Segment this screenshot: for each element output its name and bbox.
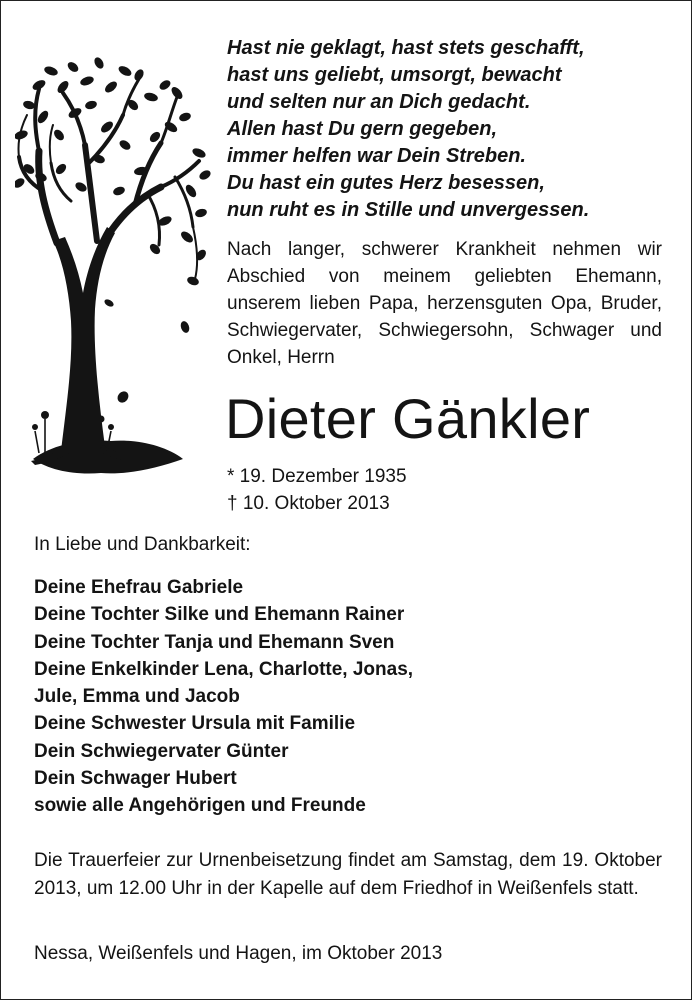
memorial-poem xyxy=(227,35,679,224)
mourner-line: Dein Schwager Hubert xyxy=(34,768,237,790)
tree-illustration xyxy=(15,41,215,491)
life-dates xyxy=(227,463,407,517)
poem-line: hast uns geliebt, umsorgt, bewacht xyxy=(227,64,562,86)
mourner-line: Deine Ehefrau Gabriele xyxy=(34,577,244,598)
mourner-line: Deine Tochter Silke und Ehemann Rainer xyxy=(34,604,405,626)
mourners-list xyxy=(34,574,674,820)
mourner-line: Dein Schwiegervater Günter xyxy=(34,740,289,762)
poem-line: Hast nie geklagt, hast stets geschafft, xyxy=(227,37,585,59)
funeral-service-info: Die Trauerfeier zur Urnenbeisetzung findet am Samstag, dem 19. Oktober 2013, um 12.00 Uhr in der Kapelle auf dem Friedhof in Weißenfels statt. xyxy=(34,850,662,899)
mourner-line: Deine Tochter Tanja und Ehemann Sven xyxy=(34,631,395,653)
mourner-line: sowie alle Angehörigen und Freunde xyxy=(34,795,366,817)
death-date: † 10. Oktober 2013 xyxy=(227,493,390,514)
poem-line: und selten nur an Dich gedacht. xyxy=(227,91,531,113)
announcement-text: Nach langer, schwerer Krankheit nehmen wir Abschied von meinem geliebten Ehemann, unserem lieben Papa, herzensguten Opa, Bruder, Schwiegervater, Schwiegersohn, Schwager und Onkel, Herrn xyxy=(227,239,662,368)
mourner-line: Jule, Emma und Jacob xyxy=(34,686,240,708)
poem-line: immer helfen war Dein Streben. xyxy=(227,145,526,167)
poem-line: Du hast ein gutes Herz besessen, xyxy=(227,172,545,194)
mourner-line: Deine Enkelkinder Lena, Charlotte, Jonas, xyxy=(34,658,414,680)
birth-date: * 19. Dezember 1935 xyxy=(227,466,407,487)
place-and-date: Nessa, Weißenfels und Hagen, im Oktober 2013 xyxy=(34,943,443,964)
poem-line: nun ruht es in Stille und unvergessen. xyxy=(227,199,590,221)
mourner-line: Deine Schwester Ursula mit Familie xyxy=(34,713,356,735)
poem-line: Allen hast Du gern gegeben, xyxy=(227,118,498,140)
deceased-name: Dieter Gänkler xyxy=(225,387,591,450)
dedication-line: In Liebe und Dankbarkeit: xyxy=(34,534,251,555)
